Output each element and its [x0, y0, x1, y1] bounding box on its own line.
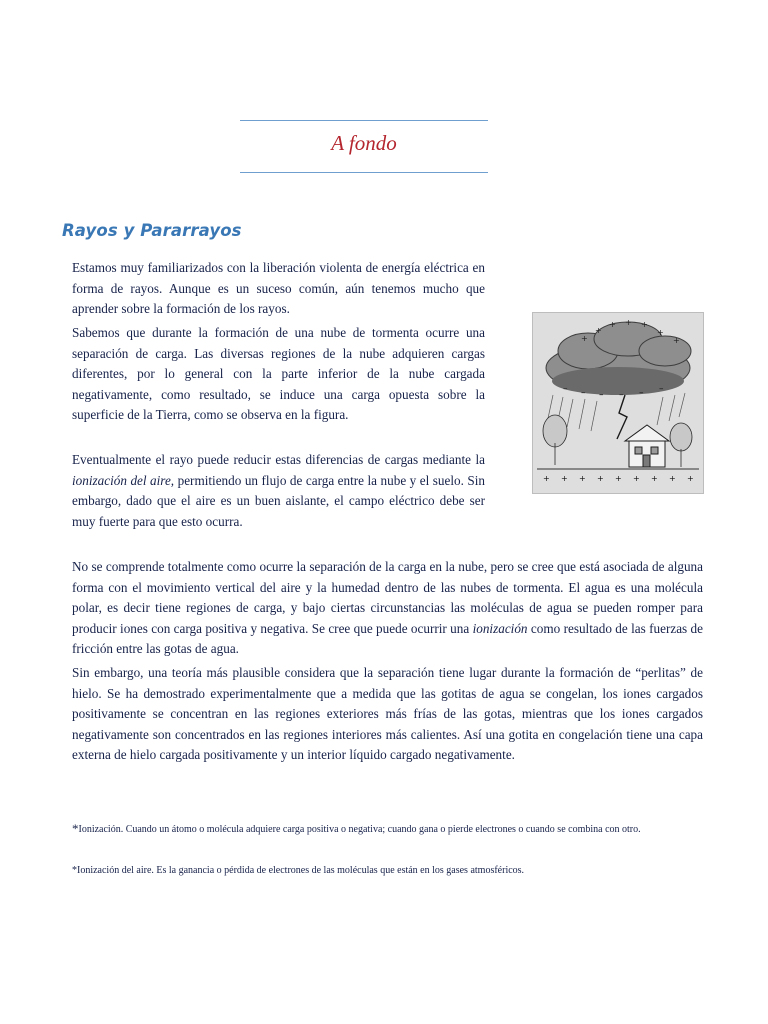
paragraph-1: Estamos muy familiarizados con la liberación violenta de energía eléctrica en forma de rayos. Aunque es un suceso común, aún tenemos mucho que aprender sobre la formación de los rayos.	[72, 260, 485, 317]
svg-text:+: +	[641, 320, 648, 329]
paragraph-3-text-b: permitiendo un flujo de carga entre la nube y el suelo. Sin embargo, dado que el aire es un buen aislante, el campo eléctrico debe ser muy fuerte para que esto ocurra.	[72, 472, 485, 529]
svg-text:+: +	[609, 320, 616, 329]
svg-text:+: +	[595, 326, 602, 335]
svg-text:+: +	[633, 474, 640, 483]
svg-text:–: –	[639, 388, 644, 398]
paragraph-4-text-b: como resultado de las fuerzas de fricción entre las gotas de agua.	[72, 620, 704, 657]
footnote-asterisk: *	[72, 821, 79, 836]
svg-text:+: +	[543, 474, 550, 483]
paragraph-2: Sabemos que durante la formación de una nube de tormenta ocurre una separación de carga. Las diversas regiones de la nube adquieren cargas diferentes, por lo general con la parte inferior de la nube cargada negativamente, como resultado, se induce una carga opuesta sobre la superficie de la Tierra, como se observa en la figura.	[72, 325, 485, 423]
svg-text:–: –	[581, 388, 586, 398]
svg-text:–: –	[619, 390, 624, 400]
svg-text:–: –	[599, 390, 604, 400]
footnote-ionizacion-aire: *Ionización del aire. Es la ganancia o pérdida de electrones de las moléculas que están en los gases atmosféricos.	[72, 865, 525, 876]
svg-text:+: +	[581, 334, 588, 343]
svg-text:+: +	[625, 318, 632, 327]
storm-cloud-house-illustration	[532, 312, 704, 494]
svg-text:+: +	[657, 328, 664, 337]
header-top-rule	[240, 120, 488, 121]
svg-text:–: –	[563, 384, 568, 394]
svg-text:+: +	[561, 474, 568, 483]
svg-text:+: +	[597, 474, 604, 483]
section-title: Rayos y Pararrayos	[62, 221, 242, 240]
footnote-ionizacion-text: Ionización. Cuando un átomo o molécula adquiere carga positiva o negativa; cuando gana o pierde electrones o cuando se combina con otro.	[78, 824, 641, 835]
svg-text:+: +	[615, 474, 622, 483]
svg-text:+: +	[651, 474, 658, 483]
paragraph-3	[72, 450, 485, 532]
paragraph-4-text-a: No se comprende totalmente como ocurre la separación de la carga en la nube, pero se cree que está asociada de alguna forma con el movimiento vertical del aire y la humedad dentro de las nubes de tormenta. El agua es una molécula polar, es decir tiene regiones de carga, y bajo ciertas circunstancias las moléculas de agua se pueden romper para producir iones con carga positiva y negativa. Se cree que puede ocurrir una	[72, 559, 703, 636]
svg-text:+: +	[669, 474, 676, 483]
paragraph-4	[72, 557, 703, 660]
svg-text:+: +	[579, 474, 586, 483]
paragraph-3-text-a: Eventualmente el rayo puede reducir estas diferencias de cargas mediante la	[72, 452, 485, 467]
paragraph-5: Sin embargo, una teoría más plausible considera que la separación tiene lugar durante la formación de “perlitas” de hielo. Se ha demostrado experimentalmente que a medida que las gotitas de agua se congelan, los iones cargados positivamente se concentran en las regiones exteriores más frías de las gotas, mientras que los iones cargados negativamente son concentrados en las regiones interiores más calientes. Así una gotita en congelación tiene una capa externa de hielo cargada positivamente y un interior líquido cargado negativamente.	[72, 665, 703, 763]
svg-text:–: –	[659, 384, 664, 394]
paragraph-3-emphasis: ionización del aire,	[72, 472, 175, 488]
paragraph-4-emphasis: ionización	[472, 620, 528, 636]
footnote-ionizacion	[72, 821, 712, 837]
svg-text:+: +	[687, 474, 694, 483]
svg-text:+: +	[673, 336, 680, 345]
page-title: A fondo	[331, 131, 397, 155]
header-bottom-rule	[240, 172, 488, 173]
